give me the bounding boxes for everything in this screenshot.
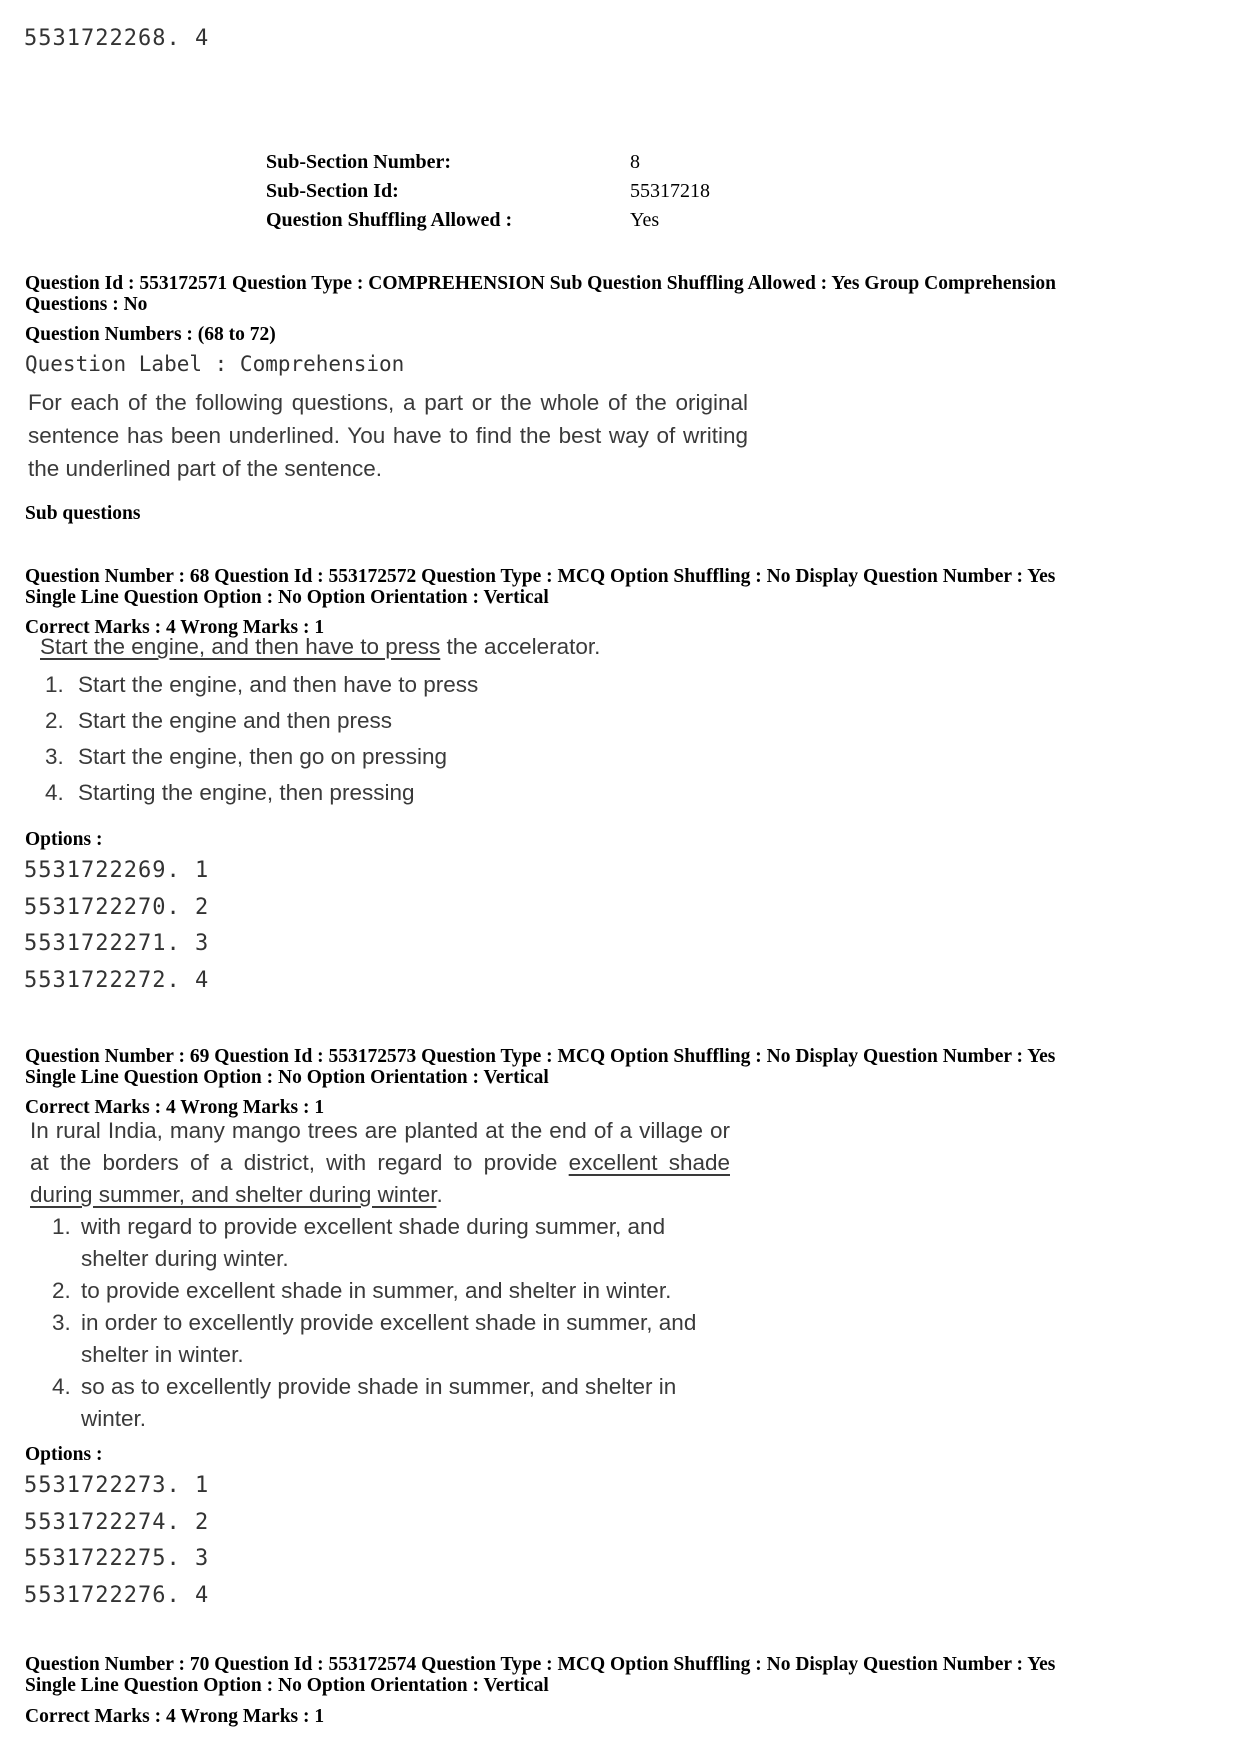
- option-number: 4.: [52, 1374, 71, 1399]
- q69-stem-underlined: excellent shade during summer, and shelter during winter: [30, 1150, 730, 1207]
- option-text: so as to excellently provide shade in summer, and shelter in winter.: [81, 1374, 677, 1431]
- comprehension-header-line2: Questions : No: [25, 294, 148, 315]
- q69-option-2: [52, 1275, 722, 1307]
- option-text: Start the engine, then go on pressing: [78, 744, 448, 769]
- q69-option-codes: [24, 1468, 209, 1614]
- subsection-number-label: Sub-Section Number:: [266, 151, 452, 173]
- sub-questions-heading: Sub questions: [25, 503, 141, 524]
- q68-option-3: [45, 739, 478, 775]
- comprehension-header: [25, 273, 1215, 315]
- subsection-number-value: 8: [630, 151, 640, 173]
- q69-stem-plain: In rural India, many mango trees are planted at the end of a village or at the borders of a district, with regard to provide: [30, 1118, 730, 1175]
- option-code: 5531722275. 3: [24, 1546, 210, 1571]
- option-text: with regard to provide excellent shade during summer, and shelter during winter.: [81, 1214, 666, 1271]
- top-reference-code: 5531722268. 4: [24, 26, 210, 51]
- option-number: 1.: [45, 672, 64, 697]
- question-label: Question Label : Comprehension: [25, 352, 405, 376]
- q68-options-label: Options :: [25, 829, 103, 850]
- q70-header: [25, 1654, 1215, 1696]
- q70-header-line2: Single Line Question Option : No Option Orientation : Vertical: [25, 1675, 549, 1696]
- option-code: 5531722272. 4: [24, 967, 210, 993]
- q69-stem-end: .: [436, 1182, 443, 1207]
- option-number: 3.: [45, 744, 64, 769]
- option-number: 3.: [52, 1310, 71, 1335]
- subsection-number-row: [266, 148, 710, 177]
- q68-option-list: [45, 667, 478, 811]
- option-code: 5531722274. 2: [24, 1509, 210, 1535]
- option-code: 5531722270. 2: [24, 894, 210, 920]
- q68-header-line1: Question Number : 68 Question Id : 553172572 Question Type : MCQ Option Shuffling : No Display Question Number : Yes: [25, 566, 1056, 587]
- q69-marks: Correct Marks : 4 Wrong Marks : 1: [25, 1097, 325, 1118]
- q69-header-line2: Single Line Question Option : No Option Orientation : Vertical: [25, 1067, 549, 1088]
- q69-option-list: [52, 1211, 722, 1435]
- option-text: to provide excellent shade in summer, and shelter in winter.: [81, 1278, 672, 1303]
- subsection-info: [266, 148, 710, 235]
- q69-option-3: [52, 1307, 722, 1371]
- q68-marks: Correct Marks : 4 Wrong Marks : 1: [25, 617, 325, 638]
- question-numbers: Question Numbers : (68 to 72): [25, 324, 276, 345]
- subsection-id-value: 55317218: [630, 180, 710, 202]
- q68-stem: [40, 630, 600, 664]
- q68-stem-underlined: Start the engine, and then have to press: [40, 634, 441, 659]
- option-text: in order to excellently provide excellent shade in summer, and shelter in winter.: [81, 1310, 697, 1367]
- q68-option-codes: [24, 853, 209, 999]
- question-shuffling-row: [266, 206, 710, 235]
- option-number: 4.: [45, 780, 64, 805]
- option-text: Start the engine and then press: [78, 708, 392, 733]
- option-code: 5531722276. 4: [24, 1582, 210, 1608]
- q69-header-line1: Question Number : 69 Question Id : 553172573 Question Type : MCQ Option Shuffling : No Display Question Number : Yes: [25, 1046, 1056, 1067]
- q68-header: [25, 566, 1215, 608]
- q68-option-4: [45, 775, 478, 811]
- q68-option-2: [45, 703, 478, 739]
- comprehension-header-line1: Question Id : 553172571 Question Type : COMPREHENSION Sub Question Shuffling Allowed : Yes Group Comprehension: [25, 273, 1056, 294]
- q69-option-4: [52, 1371, 722, 1435]
- subsection-id-label: Sub-Section Id:: [266, 180, 399, 202]
- q70-marks: Correct Marks : 4 Wrong Marks : 1: [25, 1706, 325, 1727]
- q69-option-1: [52, 1211, 722, 1275]
- q69-options-label: Options :: [25, 1444, 103, 1465]
- option-text: Starting the engine, then pressing: [78, 780, 415, 805]
- q68-option-1: [45, 667, 478, 703]
- option-code: 5531722269. 1: [24, 858, 210, 883]
- q68-header-line2: Single Line Question Option : No Option Orientation : Vertical: [25, 587, 549, 608]
- option-code: 5531722271. 3: [24, 931, 210, 956]
- option-code: 5531722273. 1: [24, 1473, 210, 1498]
- q69-stem: [30, 1115, 730, 1211]
- option-text: Start the engine, and then have to press: [78, 672, 479, 697]
- q68-stem-rest: the accelerator.: [440, 634, 601, 659]
- q70-header-line1: Question Number : 70 Question Id : 553172574 Question Type : MCQ Option Shuffling : No Display Question Number : Yes: [25, 1654, 1056, 1675]
- option-number: 1.: [52, 1214, 71, 1239]
- option-number: 2.: [45, 708, 64, 733]
- question-shuffling-value: Yes: [630, 209, 660, 231]
- subsection-id-row: [266, 177, 710, 206]
- q69-header: [25, 1046, 1215, 1088]
- option-number: 2.: [52, 1278, 71, 1303]
- comprehension-instruction: For each of the following questions, a part or the whole of the original sentence has been underlined. You have to find the best way of writing the underlined part of the sentence.: [28, 390, 748, 481]
- question-shuffling-label: Question Shuffling Allowed :: [266, 209, 513, 231]
